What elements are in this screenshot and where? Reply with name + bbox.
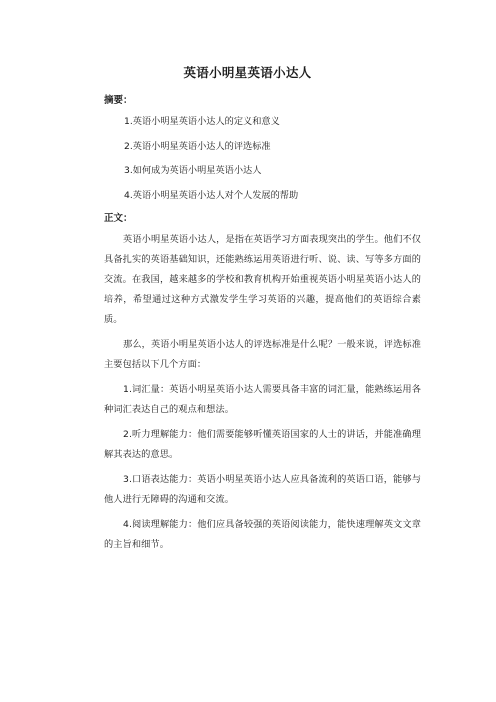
body-paragraph: 英语小明星英语小达人，是指在英语学习方面表现突出的学生。他们不仅具备扎实的英语基础知识，还能熟练运用英语进行听、说、读、写等多方面的交流。在我国，越来越多的学校和教育机构开始重视英语小明星英语小达人的培养，希望通过这种方式激发学生学习英语的兴趣，提高他们的英语综合素质。 [104, 234, 421, 325]
abstract-item: 3.如何成为英语小明星英语小达人 [124, 165, 262, 176]
abstract-item: 4.英语小明星英语小达人对个人发展的帮助 [124, 189, 299, 201]
body-paragraph: 2.听力理解能力：他们需要能够听懂英语国家的人士的讲话，并能准确理解其表达的意思。 [104, 429, 421, 460]
document-title: 英语小明星英语小达人 [183, 65, 312, 80]
body-paragraph: 1.词汇量：英语小明星英语小达人需要具备丰富的词汇量，能熟练运用各种词汇表达自己的观点和想法。 [104, 384, 421, 415]
body-paragraph: 4.阅读理解能力：他们应具备较强的英语阅读能力，能快速理解英文文章的主旨和细节。 [104, 519, 421, 550]
abstract-item: 1.英语小明星英语小达人的定义和意义 [124, 116, 280, 127]
abstract-label: 摘要： [104, 95, 133, 106]
abstract-list [104, 115, 421, 203]
body-paragraph: 那么，英语小明星英语小达人的评选标准是什么呢？一般来说，评选标准主要包括以下几个方面： [104, 339, 421, 370]
abstract-item: 2.英语小明星英语小达人的评选标准 [124, 140, 271, 152]
body-label: 正文： [104, 213, 133, 224]
body-paragraph: 3.口语表达能力：英语小明星英语小达人应具备流利的英语口语，能够与他人进行无障碍的沟通和交流。 [104, 474, 421, 505]
